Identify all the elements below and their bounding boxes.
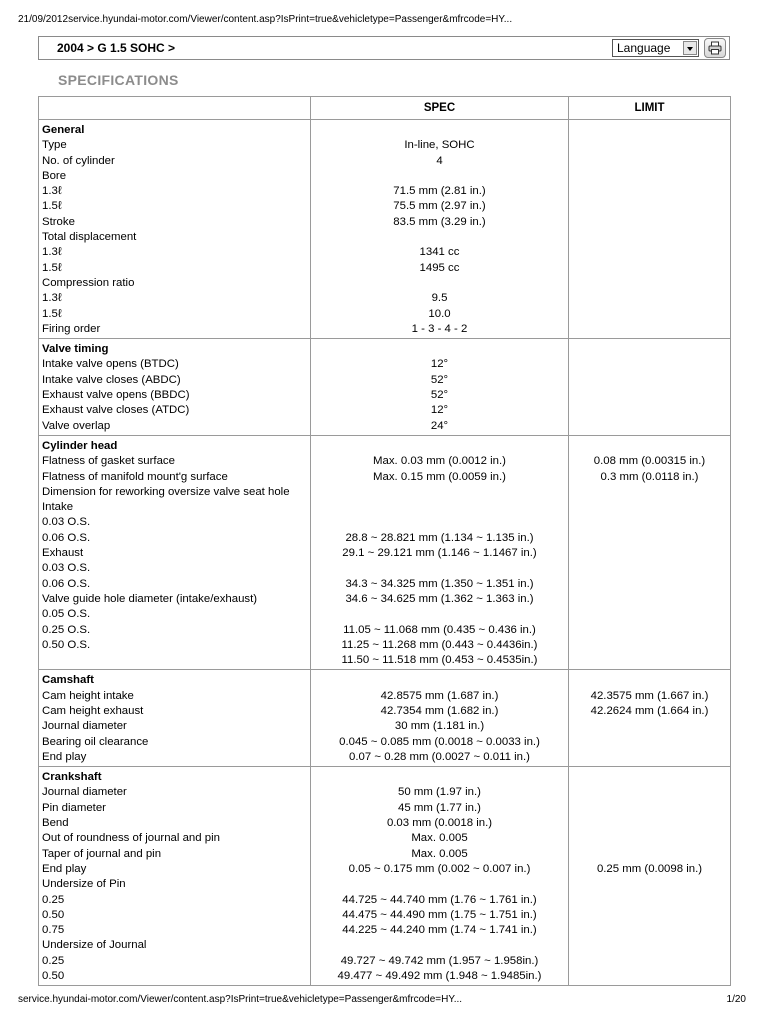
cell-line: 12° xyxy=(430,358,449,371)
cell-line: 0.3 mm (0.0118 in.) xyxy=(600,470,699,483)
header-spec: SPEC xyxy=(311,97,569,120)
cell-line: Pin diameter xyxy=(42,801,106,814)
cell-line: 50 mm (1.97 in.) xyxy=(398,786,481,799)
cell-line xyxy=(572,770,727,785)
cell-line: End play xyxy=(42,750,87,763)
section-heading: General xyxy=(42,124,85,136)
print-date: 21/09/2012 xyxy=(18,14,69,25)
cell-line: 0.25 xyxy=(42,954,65,967)
cell-line: 4 xyxy=(436,154,443,167)
cell-line: 24° xyxy=(430,419,449,432)
cell-line: 1.5ℓ xyxy=(42,307,62,320)
cell-line: Stroke xyxy=(42,215,75,228)
cell-line: 44.225 ~ 44.240 mm (1.74 ~ 1.741 in.) xyxy=(342,924,537,937)
print-footer xyxy=(18,994,746,1005)
cell-line xyxy=(314,673,565,688)
cell-line xyxy=(314,230,565,245)
cell-line xyxy=(572,816,727,831)
cell-line: 0.50 xyxy=(42,908,65,921)
cell-line: 0.05 O.S. xyxy=(42,608,91,621)
cell-line: 1.3ℓ xyxy=(42,246,62,259)
cell-line: 0.25 mm (0.0098 in.) xyxy=(596,862,703,875)
cell-line: 1341 cc xyxy=(419,246,460,259)
cell-line: 42.7354 mm (1.682 in.) xyxy=(380,704,499,717)
section-heading: Crankshaft xyxy=(42,771,102,784)
header-limit: LIMIT xyxy=(569,97,731,120)
cell-line xyxy=(314,169,565,184)
cell-line: 42.3575 mm (1.667 in.) xyxy=(590,689,709,702)
cell-line: Bore xyxy=(42,169,67,182)
cell-line xyxy=(314,561,565,576)
print-url: service.hyundai-motor.com/Viewer/content.asp?IsPrint=true&vehicletype=Passenger&mfrcode=HY... xyxy=(68,14,513,25)
cell-line: Out of roundness of journal and pin xyxy=(42,832,220,845)
page-number: 1/20 xyxy=(726,994,746,1005)
item-cell xyxy=(39,435,311,669)
cell-line: 49.727 ~ 49.742 mm (1.957 ~ 1.958in.) xyxy=(340,954,539,967)
item-cell xyxy=(39,339,311,436)
cell-line: 12° xyxy=(430,404,449,417)
cell-line xyxy=(314,770,565,785)
nav-bar xyxy=(38,36,730,60)
cell-line: 0.06 O.S. xyxy=(42,577,91,590)
spec-cell xyxy=(311,120,569,339)
cell-line xyxy=(572,673,727,688)
cell-line: 45 mm (1.77 in.) xyxy=(398,801,481,814)
cell-line: 83.5 mm (3.29 in.) xyxy=(393,215,486,228)
table-header-row xyxy=(39,97,731,120)
cell-line: Undersize of Pin xyxy=(42,878,126,891)
cell-line: Undersize of Journal xyxy=(42,939,147,952)
cell-line: 1.5ℓ xyxy=(42,200,62,213)
cell-line: End play xyxy=(42,862,87,875)
cell-line: Cam height intake xyxy=(42,689,134,702)
cell-line: 29.1 ~ 29.121 mm (1.146 ~ 1.1467 in.) xyxy=(342,547,537,560)
limit-cell xyxy=(569,670,731,767)
language-select[interactable] xyxy=(612,39,699,57)
cell-line: 11.25 ~ 11.268 mm (0.443 ~ 0.4436in.) xyxy=(341,638,538,651)
cell-line xyxy=(572,785,727,800)
cell-line: 1 - 3 - 4 - 2 xyxy=(411,322,468,335)
cell-line: 42.8575 mm (1.687 in.) xyxy=(380,689,499,702)
cell-line: 11.50 ~ 11.518 mm (0.453 ~ 0.4535in.) xyxy=(341,654,538,667)
limit-cell xyxy=(569,339,731,436)
cell-line: 44.475 ~ 44.490 mm (1.75 ~ 1.751 in.) xyxy=(342,908,537,921)
cell-line: 42.2624 mm (1.664 in.) xyxy=(590,704,709,717)
cell-line: 0.045 ~ 0.085 mm (0.0018 ~ 0.0033 in.) xyxy=(339,735,540,748)
cell-line: 75.5 mm (2.97 in.) xyxy=(393,200,486,213)
cell-line xyxy=(314,485,565,500)
cell-line xyxy=(314,877,565,892)
spec-cell xyxy=(311,767,569,986)
cell-line: Total displacement xyxy=(42,231,137,244)
cell-line: Valve overlap xyxy=(42,419,111,432)
print-button[interactable] xyxy=(704,38,726,58)
cell-line: 71.5 mm (2.81 in.) xyxy=(393,185,486,198)
table-row xyxy=(39,767,731,986)
cell-line: 28.8 ~ 28.821 mm (1.134 ~ 1.135 in.) xyxy=(345,531,534,544)
cell-line: Cam height exhaust xyxy=(42,704,144,717)
limit-cell xyxy=(569,120,731,339)
cell-line: Flatness of manifold mount'g surface xyxy=(42,470,228,483)
cell-line: Journal diameter xyxy=(42,786,127,799)
cell-line: Max. 0.005 xyxy=(411,847,468,860)
table-row xyxy=(39,120,731,339)
cell-line: 0.03 O.S. xyxy=(42,562,91,575)
cell-line: 1.3ℓ xyxy=(42,292,62,305)
header-item xyxy=(39,97,311,120)
cell-line: 49.477 ~ 49.492 mm (1.948 ~ 1.9485in.) xyxy=(337,970,542,983)
cell-line: Max. 0.15 mm (0.0059 in.) xyxy=(373,470,506,483)
cell-line: 0.03 O.S. xyxy=(42,516,91,529)
item-cell xyxy=(39,767,311,986)
cell-line xyxy=(314,276,565,291)
cell-line xyxy=(572,847,727,862)
cell-line: Valve guide hole diameter (intake/exhaust) xyxy=(42,592,258,605)
cell-line: 34.6 ~ 34.625 mm (1.362 ~ 1.363 in.) xyxy=(345,592,534,605)
cell-line: Journal diameter xyxy=(42,720,127,733)
spec-cell xyxy=(311,670,569,767)
cell-line: Dimension for reworking oversize valve seat hole xyxy=(42,485,290,498)
spec-table xyxy=(38,96,731,986)
item-cell xyxy=(39,670,311,767)
cell-line: Intake valve closes (ABDC) xyxy=(42,373,181,386)
spec-cell xyxy=(311,339,569,436)
print-header xyxy=(18,14,750,25)
section-heading: Cylinder head xyxy=(42,439,118,452)
cell-line: 0.06 O.S. xyxy=(42,531,91,544)
cell-line: Intake xyxy=(42,501,74,514)
table-row xyxy=(39,339,731,436)
table-row xyxy=(39,435,731,669)
cell-line xyxy=(572,439,727,454)
cell-line: Flatness of gasket surface xyxy=(42,455,175,468)
cell-line: 52° xyxy=(430,389,449,402)
language-select-label: Language xyxy=(617,41,671,55)
cell-line: 0.08 mm (0.00315 in.) xyxy=(593,455,706,468)
cell-line xyxy=(314,439,565,454)
cell-line: 30 mm (1.181 in.) xyxy=(394,720,485,733)
section-heading: Camshaft xyxy=(42,674,94,687)
cell-line: 1495 cc xyxy=(419,261,460,274)
cell-line: Bearing oil clearance xyxy=(42,735,149,748)
cell-line xyxy=(314,500,565,515)
cell-line xyxy=(314,515,565,530)
cell-line: Intake valve opens (BTDC) xyxy=(42,358,179,371)
cell-line: 0.50 O.S. xyxy=(42,638,91,651)
cell-line: 0.75 xyxy=(42,924,65,937)
chevron-down-icon[interactable] xyxy=(683,41,697,55)
cell-line xyxy=(314,123,565,138)
item-cell xyxy=(39,120,311,339)
limit-cell xyxy=(569,435,731,669)
cell-line xyxy=(314,607,565,622)
cell-line xyxy=(314,342,565,357)
cell-line: 0.50 xyxy=(42,970,65,983)
section-heading: Valve timing xyxy=(42,343,109,356)
cell-line: 10.0 xyxy=(428,307,451,320)
cell-line: 1.5ℓ xyxy=(42,261,62,274)
cell-line xyxy=(572,831,727,846)
cell-line: 1.3ℓ xyxy=(42,185,62,198)
cell-line xyxy=(314,938,565,953)
breadcrumb[interactable]: 2004 > G 1.5 SOHC > xyxy=(57,41,176,55)
cell-line: Firing order xyxy=(42,322,101,335)
cell-line: 34.3 ~ 34.325 mm (1.350 ~ 1.351 in.) xyxy=(345,577,534,590)
limit-cell xyxy=(569,767,731,986)
footer-url: service.hyundai-motor.com/Viewer/content.asp?IsPrint=true&vehicletype=Passenger&mfrcode=HY... xyxy=(18,994,463,1005)
cell-line: 0.03 mm (0.0018 in.) xyxy=(386,817,493,830)
spec-cell xyxy=(311,435,569,669)
cell-line: Max. 0.03 mm (0.0012 in.) xyxy=(373,455,506,468)
cell-line: Exhaust valve opens (BBDC) xyxy=(42,389,190,402)
cell-line: No. of cylinder xyxy=(42,154,115,167)
cell-line: Compression ratio xyxy=(42,276,135,289)
cell-line: 0.05 ~ 0.175 mm (0.002 ~ 0.007 in.) xyxy=(348,862,531,875)
cell-line: 9.5 xyxy=(431,292,448,305)
cell-line: 44.725 ~ 44.740 mm (1.76 ~ 1.761 in.) xyxy=(342,893,537,906)
cell-line: Type xyxy=(42,139,67,152)
cell-line: Exhaust xyxy=(42,547,84,560)
cell-line: 11.05 ~ 11.068 mm (0.435 ~ 0.436 in.) xyxy=(343,623,536,636)
cell-line: Taper of journal and pin xyxy=(42,847,162,860)
cell-line: In-line, SOHC xyxy=(404,139,475,152)
cell-line: 52° xyxy=(430,373,449,386)
table-row xyxy=(39,670,731,767)
cell-line: 0.25 xyxy=(42,893,65,906)
cell-line: Exhaust valve closes (ATDC) xyxy=(42,404,190,417)
cell-line: 0.25 O.S. xyxy=(42,623,91,636)
cell-line: Max. 0.005 xyxy=(411,832,468,845)
printer-icon xyxy=(708,41,722,55)
cell-line: Bend xyxy=(42,817,69,830)
cell-line xyxy=(572,801,727,816)
page-title: SPECIFICATIONS xyxy=(58,72,179,88)
cell-line: 0.07 ~ 0.28 mm (0.0027 ~ 0.011 in.) xyxy=(349,750,530,763)
